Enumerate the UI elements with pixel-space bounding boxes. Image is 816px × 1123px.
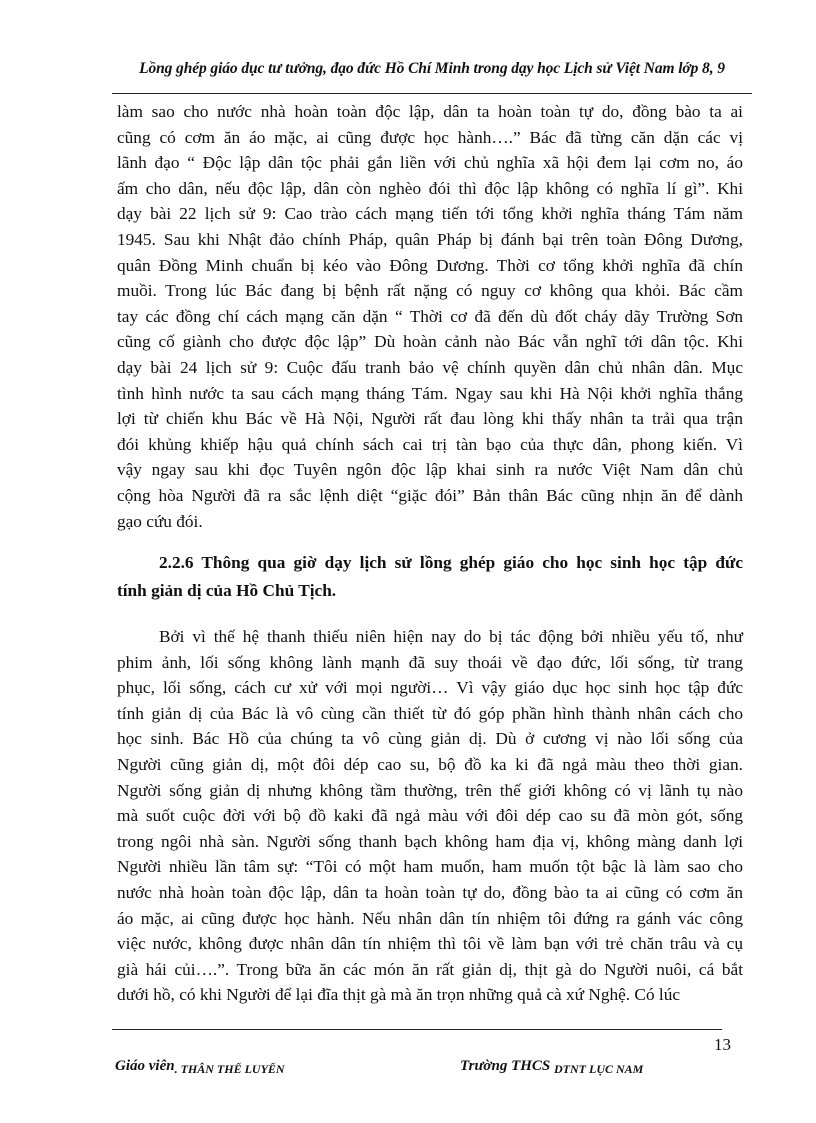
footer-rule	[112, 1029, 722, 1030]
text-line: 1945. Sau khi Nhật đảo chính Pháp, quân Pháp bị đánh bại trên toàn Đông Dương,	[117, 229, 743, 249]
text-line: học sinh. Bác Hồ của chúng ta vô cùng giản dị. Dù ở cương vị nào lối sống của	[117, 729, 743, 749]
text-line: mà suốt cuộc đời với bộ đồ kaki đã ngả màu với đôi dép cao su đã mòn gót, sống	[117, 806, 743, 826]
text-line: trong ngôi nhà sàn. Người sống thanh bạch không ham địa vị, không màng danh lợi	[117, 831, 743, 851]
text-line: lợi từ chiến khu Bác về Hà Nội, Người rất đau lòng khi thấy nhân ta trải qua trận	[117, 409, 743, 429]
school-label: Trường THCS	[460, 1058, 551, 1074]
footer-teacher	[115, 1058, 285, 1075]
text-line: gạo cứu đói.	[117, 511, 203, 531]
text-line: đói khủng khiếp hậu quả chính sách cai trị tàn bạo của thực dân, phong kiến. Vì	[117, 434, 743, 454]
teacher-label: Giáo viên	[115, 1058, 175, 1074]
section-heading-2-2-6	[117, 549, 743, 605]
text-line: phim ảnh, lối sống không lành mạnh đã suy thoái về đạo đức, lối sống, từ trang	[117, 652, 743, 672]
text-line: tình hình nước ta sau cách mạng tháng Tám. Ngay sau khi Hà Nội khởi nghĩa thắng	[117, 383, 743, 403]
page-header-title: Lồng ghép giáo dục tư tưởng, đạo đức Hồ Chí Minh trong dạy học Lịch sử Việt Nam lớp 8, 9	[139, 60, 725, 77]
text-line: dạy bài 24 lịch sử 9: Cuộc đấu tranh bảo vệ chính quyền dân chủ nhân dân. Mục	[117, 357, 743, 377]
text-line: nước nhà hoàn toàn độc lập, dân ta hoàn toàn tự do, đồng bào ta ai cũng có cơm ăn	[117, 883, 743, 903]
text-line: tay các đồng chí cách mạng căn dặn “ Thời cơ đã đến dù đốt cháy dãy Trường Sơn	[117, 306, 743, 326]
text-line: Người cũng giản dị, một đôi dép cao su, bộ đồ ka ki đã ngả màu theo thời gian.	[117, 755, 743, 775]
text-line: dạy bài 22 lịch sử 9: Cao trào cách mạng tiến tới tổng khởi nghĩa tháng Tám năm	[117, 204, 743, 224]
text-line: phục, lối sống, cách cư xử với mọi người… Vì vậy giáo dục học sinh học tập đức	[117, 678, 743, 698]
text-line: lãnh đạo “ Độc lập dân tộc phải gắn liền với chủ nghĩa xã hội đem lại cơm no, áo	[117, 153, 743, 173]
text-line: cộng hòa Người đã ra sắc lệnh diệt “giặc đói” Bản thân Bác cũng nhịn ăn để dành	[117, 485, 743, 505]
school-name: DTNT LỤC NAM	[554, 1062, 644, 1076]
text-line: làm sao cho nước nhà hoàn toàn độc lập, dân ta hoàn toàn tự do, đồng bào ta ai	[117, 102, 743, 121]
text-line: cũng có cơm ăn áo mặc, ai cũng được học hành….” Bác đã từng căn dặn các vị	[117, 127, 743, 147]
text-line: 2.2.6 Thông qua giờ dạy lịch sử lồng ghép giáo cho học sinh học tập đức	[159, 553, 743, 573]
text-line: quân Đồng Minh chuẩn bị kéo vào Đông Dương. Thời cơ tổng khởi nghĩa đã chín	[117, 255, 743, 275]
page-number: 13	[714, 1035, 731, 1054]
text-line: vậy ngay sau khi đọc Tuyên ngôn độc lập khai sinh ra nước Việt Nam dân chủ	[117, 460, 743, 480]
text-line: Bởi vì thế hệ thanh thiếu niên hiện nay do bị tác động bởi nhiều yếu tố, như	[159, 627, 743, 647]
text-line: Người nhiều lần tâm sự: “Tôi có một ham muốn, ham muốn tột bậc là làm sao cho	[117, 857, 743, 877]
text-line: tính giản dị của Bác là vô cùng cần thiết từ đó góp phần hình thành nhân cách cho	[117, 703, 743, 723]
paragraph-2	[117, 624, 743, 1008]
text-line: Người sống giản dị nhưng không tầm thường, trên thế giới không có vị lãnh tụ nào	[117, 780, 743, 800]
text-line: già hái củi….”. Trong bữa ăn các món ăn rất giản dị, thịt gà do Người nuôi, cá bắt	[117, 959, 743, 979]
text-line: việc nước, không được nhân dân tín nhiệm thì tôi về làm bạn với trẻ chăn trâu và cụ	[117, 934, 743, 954]
text-line: dưới hồ, có khi Người để lại đĩa thịt gà mà ăn trọn những quả cà xứ Nghệ. Có lúc	[117, 985, 681, 1005]
text-line: muồi. Trong lúc Bác đang bị bệnh rất nặng có nguy cơ không qua khỏi. Bác cầm	[117, 281, 743, 301]
teacher-name: . THÂN THẾ LUYẾN	[174, 1062, 285, 1076]
header-rule	[112, 93, 752, 94]
text-line: áo mặc, ai cũng được học hành. Nếu nhân dân tín nhiệm tôi đứng ra gánh vác công	[117, 908, 743, 928]
page-body	[117, 99, 743, 1008]
text-line: ấm cho dân, nếu độc lập, dân còn nghèo đói thì độc lập không có nghĩa lí gì”. Khi	[117, 178, 743, 198]
paragraph-1	[117, 99, 743, 534]
footer-school	[460, 1058, 643, 1075]
text-line: tính giản dị của Hồ Chủ Tịch.	[117, 581, 337, 601]
text-line: cũng cố giành cho được độc lập” Dù hoàn cảnh nào Bác vẫn nghĩ tới dân tộc. Khi	[117, 332, 743, 352]
